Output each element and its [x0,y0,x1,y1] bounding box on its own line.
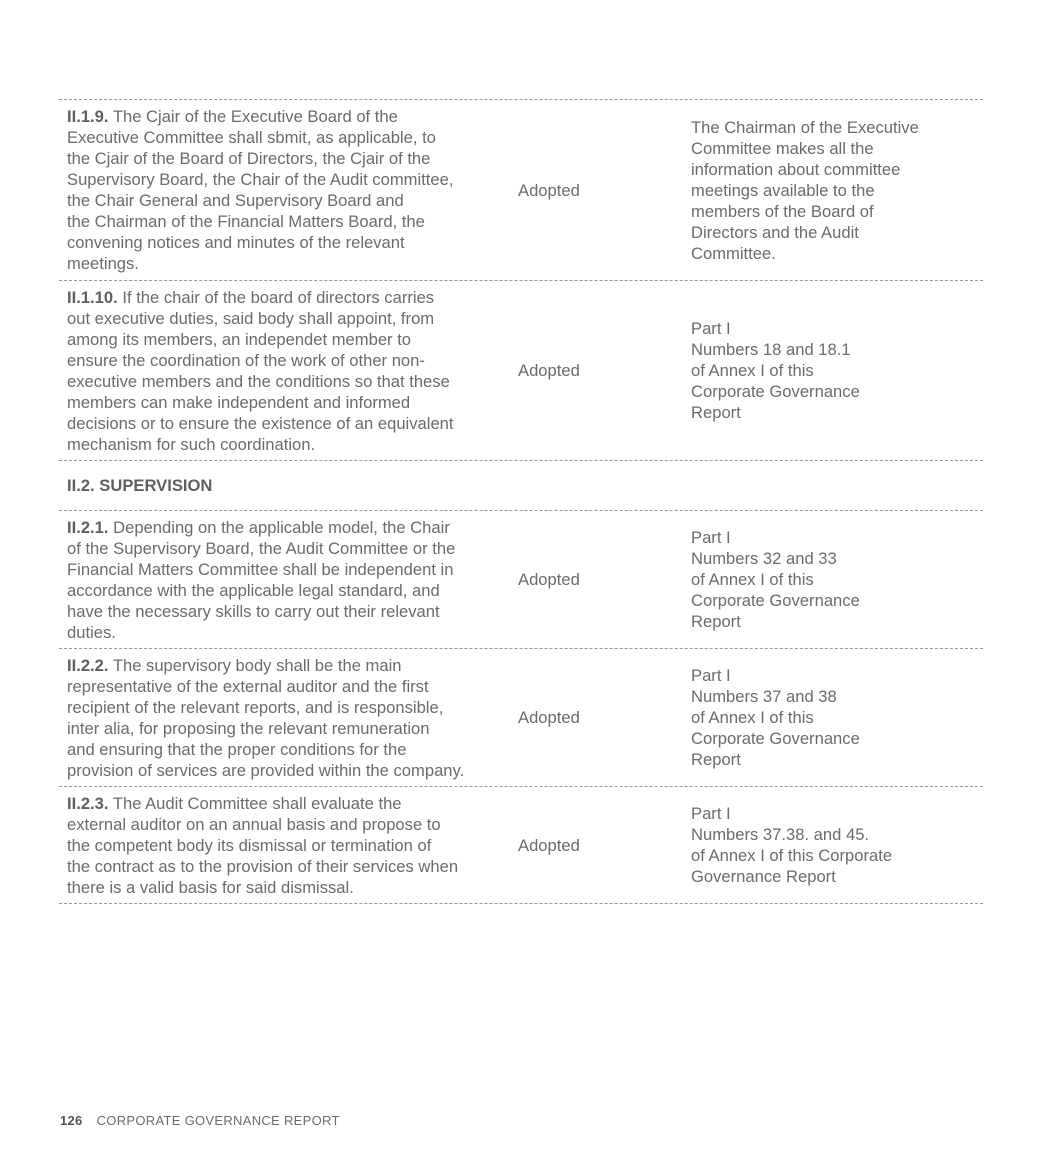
section-heading-supervision: II.2. SUPERVISION [59,461,983,511]
recommendation-line [67,655,510,676]
recommendation-line: Supervisory Board, the Chair of the Audit committee, [67,170,454,189]
recommendation-text: The supervisory body shall be the main [108,655,402,675]
status-cell: Adopted [518,180,580,200]
page-number: 126 [60,1113,83,1128]
reference-line: Part I [691,319,731,338]
recommendation-line: Financial Matters Committee shall be independent in [67,559,454,579]
reference-cell [683,318,983,423]
recommendation-cell [59,655,510,781]
reference-line: Numbers 18 and 18.1 [691,340,851,359]
table-row [59,281,983,461]
recommendation-id: II.1.9. [67,107,109,126]
governance-table [59,99,983,904]
recommendation-line: Executive Committee shall sbmit, as applicable, to [67,128,436,147]
recommendation-text: Depending on the applicable model, the Chair [108,517,450,537]
recommendation-line: and ensuring that the proper conditions for the [67,739,407,759]
reference-line: of Annex I of this [691,361,814,380]
recommendation-line: of the Supervisory Board, the Audit Committee or the [67,538,456,558]
table-group-board [59,100,983,461]
reference-line: of Annex I of this [691,570,814,589]
reference-line: of Annex I of this [691,708,814,727]
status-cell: Adopted [518,708,580,727]
recommendation-line [67,517,510,538]
table-row [59,100,983,281]
reference-cell [683,665,983,770]
recommendation-line: members can make independent and informed [67,392,411,412]
recommendation-id: II.2.1. [67,517,109,537]
reference-cell [683,803,983,887]
recommendation-cell [59,793,510,898]
reference-line: Governance Report [691,867,836,886]
reference-line: Part I [691,666,731,685]
reference-line: Numbers 32 and 33 [691,549,837,568]
reference-line: Corporate Governance [691,591,860,610]
recommendation-id: II.1.10. [67,287,118,307]
reference-line: meetings available to the [691,180,875,200]
recommendation-line: mechanism for such coordination. [67,434,316,454]
reference-line: Numbers 37.38. and 45. [691,825,870,844]
recommendation-line: out executive duties, said body shall appoint, from [67,308,435,328]
recommendation-line: inter alia, for proposing the relevant remuneration [67,718,430,738]
reference-line: Report [691,403,741,422]
recommendation-line: meetings. [67,254,139,273]
recommendation-line: the Chair General and Supervisory Board and [67,191,404,210]
recommendation-line: the contract as to the provision of their services when [67,856,459,876]
recommendation-line: ensure the coordination of the work of other non- [67,350,425,370]
table-row [59,787,983,904]
recommendation-line: convening notices and minutes of the relevant [67,233,405,252]
recommendation-line: the Chairman of the Financial Matters Board, the [67,212,425,231]
reference-line: Numbers 37 and 38 [691,687,837,706]
reference-line: The Chairman of the Executive [691,117,919,137]
recommendation-line: representative of the external auditor and the first [67,676,429,696]
recommendation-cell [59,287,510,455]
recommendation-line: decisions or to ensure the existence of an equivalent [67,413,454,433]
recommendation-line [67,793,510,814]
reference-cell [683,117,983,264]
recommendation-line: have the necessary skills to carry out their relevant [67,601,440,621]
recommendation-line: recipient of the relevant reports, and is responsible, [67,697,444,717]
reference-line: Part I [691,528,731,547]
recommendation-line: provision of services are provided within the company. [67,760,465,780]
status-cell: Adopted [518,835,580,855]
reference-line: Report [691,750,741,769]
recommendation-line: the competent body its dismissal or termination of [67,835,432,855]
reference-line: Corporate Governance [691,729,860,748]
recommendation-text: The Cjair of the Executive Board of the [108,107,398,126]
reference-line: information about committee [691,159,901,179]
recommendation-line: executive members and the conditions so that these [67,371,450,391]
reference-line: of Annex I of this Corporate [691,846,893,865]
footer-title: CORPORATE GOVERNANCE REPORT [96,1113,340,1128]
table-row [59,511,983,649]
recommendation-text: The Audit Committee shall evaluate the [108,793,402,813]
recommendation-id: II.2.2. [67,655,109,675]
reference-line: Committee. [691,243,776,263]
recommendation-line: accordance with the applicable legal standard, and [67,580,440,600]
recommendation-id: II.2.3. [67,793,109,813]
reference-line: Report [691,612,741,631]
recommendation-text: If the chair of the board of directors carries [117,287,435,307]
reference-line: Corporate Governance [691,382,860,401]
recommendation-cell [59,517,510,643]
page-footer [60,1113,340,1128]
recommendation-line: external auditor on an annual basis and propose to [67,814,441,834]
reference-line: members of the Board of [691,201,874,221]
recommendation-line: there is a valid basis for said dismissal. [67,877,354,897]
recommendation-line: among its members, an independet member to [67,329,412,349]
recommendation-line [67,106,510,127]
reference-cell [683,527,983,632]
table-group-supervision [59,511,983,904]
recommendation-line: duties. [67,622,116,642]
reference-line: Part I [691,804,731,823]
status-cell: Adopted [518,361,580,380]
reference-line: Directors and the Audit [691,222,859,242]
reference-line: Committee makes all the [691,138,874,158]
recommendation-cell [59,106,510,274]
table-row [59,649,983,787]
status-cell: Adopted [518,570,580,589]
recommendation-line: the Cjair of the Board of Directors, the Cjair of the [67,149,431,168]
recommendation-line [67,287,510,308]
